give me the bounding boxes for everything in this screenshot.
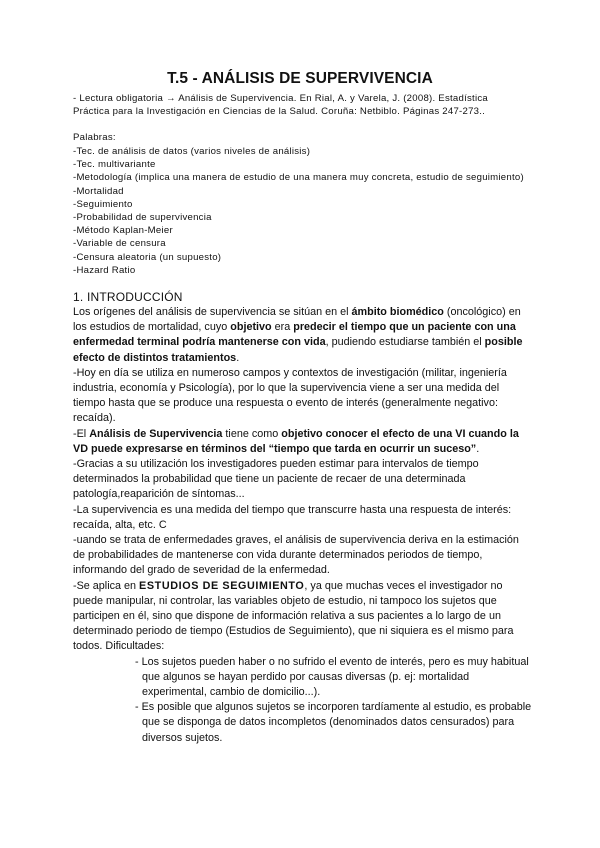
emphasis: objetivo	[230, 321, 272, 334]
keyword-item: -Hazard Ratio	[73, 264, 136, 276]
keywords-list	[73, 145, 524, 277]
section-heading: 1. INTRODUCCIÓN	[73, 290, 183, 304]
paragraph-measure: -La supervivencia es una medida del tiempo que transcurre hasta una respuesta de interés: recaída, alta, etc. C	[73, 503, 512, 531]
paragraph-follow-up	[73, 579, 533, 655]
keyword-item: -Metodología (implica una manera de estudio de una manera muy concreta, estudio de seguimiento)	[73, 172, 524, 184]
keyword-item: -Método Kaplan-Meier	[73, 225, 173, 237]
reading-reference: - Lectura obligatoria → Análisis de Supervivencia. En Rial, A. y Varela, J. (2008). Estadística Práctica para la Investigación en Ciencias de la Salud. Coruña: Netbiblo. Páginas 247-273..	[73, 93, 488, 117]
text-run: era	[271, 321, 294, 334]
text-run: , ya que muchas veces el investigador no puede manipular, ni controlar, las variables objeto de estudio, ni tampoco los sujetos que participen en él, sino que dispone de información relativa a sus pacientes a lo largo de un determinado periodo de tiempo (Estudios de Seguimiento), que ni siquiera es el mismo para todos. Dificultades:	[73, 579, 514, 653]
paragraph-severity: -uando se trata de enfermedades graves, el análisis de supervivencia deriva en la estimación de probabilidades de mantenerse con vida durante determinados periodos de tiempo, informando del grado de severidad de la enfermedad.	[73, 534, 519, 577]
text-run: Los orígenes del análisis de supervivencia se sitúan en el	[73, 306, 352, 318]
paragraph-origins	[73, 305, 533, 366]
difficulty-item: - Los sujetos pueden haber o no sufrido el evento de interés, pero es muy habitual que algunos se hayan perdido por causas diversas (p. ej: mortalidad experimental, cambio de domicilio...).	[135, 655, 529, 699]
text-run: -Se aplica en	[73, 579, 140, 592]
keyword-item: -Censura aleatoria (un supuesto)	[73, 251, 222, 263]
text-run: -El	[73, 427, 90, 440]
document-title: T.5 - ANÁLISIS DE SUPERVIVENCIA	[167, 70, 433, 87]
body-text	[73, 305, 533, 746]
text-run: tiene como	[222, 427, 282, 440]
keyword-item: -Tec. de análisis de datos (varios niveles de análisis)	[73, 146, 311, 157]
emphasis: ámbito biomédico	[351, 306, 444, 318]
emphasis: ESTUDIOS DE SEGUIMIENTO	[139, 579, 305, 592]
paragraph-objective	[73, 427, 533, 457]
paragraph-uses: -Hoy en día se utiliza en numeroso campos y contextos de investigación (militar, ingeniería industria, economía y Psicología), por lo que la supervivencia viene a ser una medida del tiempo hasta que se produce una respuesta o evento de interés (generalmente negativo: recaída).	[73, 366, 507, 425]
keyword-item: -Variable de censura	[73, 238, 166, 250]
emphasis: predecir el tiempo que un paciente con una enfermedad terminal podría mantenerse con vida	[73, 321, 516, 349]
emphasis: Análisis de Supervivencia	[89, 427, 223, 440]
keyword-item: -Probabilidad de supervivencia	[73, 212, 212, 224]
text-run: (oncológico) en los estudios de mortalidad, cuyo	[73, 306, 521, 334]
keywords-label: Palabras:	[73, 132, 116, 143]
text-run: .	[476, 442, 480, 455]
text-run: , pudiendo estudiarse también el	[325, 336, 485, 349]
emphasis: posible efecto de distintos tratamientos	[73, 336, 523, 364]
emphasis: objetivo conocer el efecto de una VI cuando la VD puede expresarse en términos del “tiempo que tarda en ocurrir un suceso”	[73, 427, 519, 455]
keyword-item: -Mortalidad	[73, 185, 124, 197]
paragraph-estimation: -Gracias a su utilización los investigadores pueden estimar para intervalos de tiempo determinados la probabilidad que tiene un paciente de recaer de una determinada patología,reaparición de síntomas...	[73, 458, 479, 501]
keyword-item: -Tec. multivariante	[73, 159, 156, 171]
difficulty-item: - Es posible que algunos sujetos se incorporen tardíamente al estudio, es probable que se disponga de datos incompletos (denominados datos censurados) para diversos sujetos.	[135, 701, 532, 744]
keyword-item: -Seguimiento	[73, 198, 133, 210]
text-run: .	[236, 351, 240, 364]
